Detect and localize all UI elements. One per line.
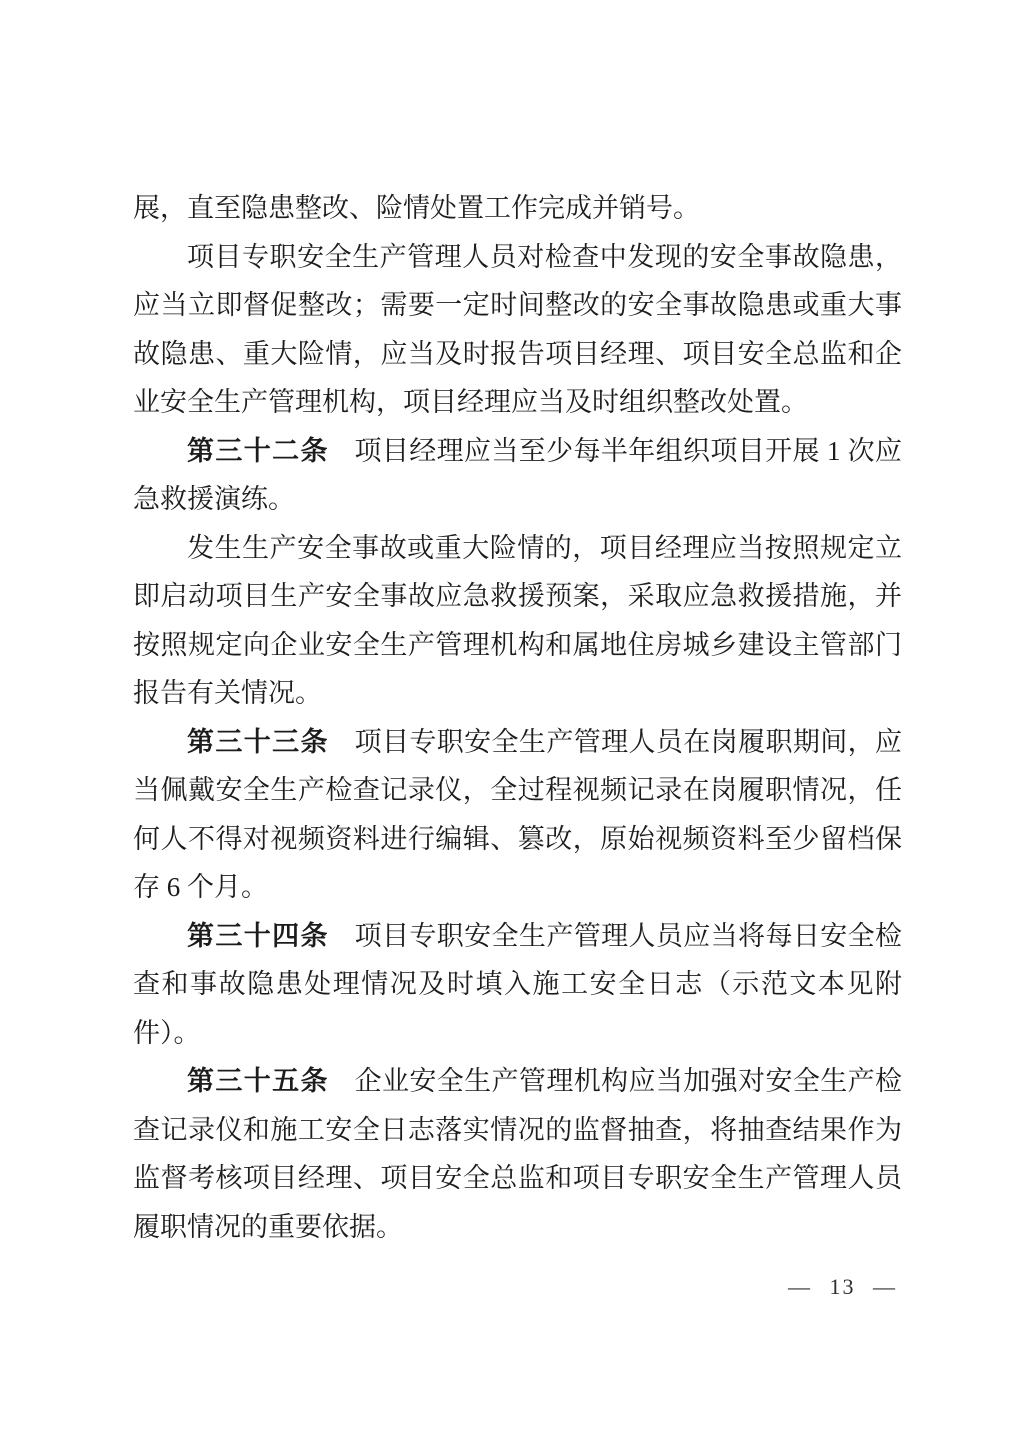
paragraph-article-32 (133, 427, 902, 524)
paragraph-article-35 (133, 1057, 902, 1251)
article-term: 第三十二条 (187, 435, 329, 466)
paragraph-text: 项目专职安全生产管理人员应当将每日安全检查和事故隐患处理情况及时填入施工安全日志（示范文本见附件）。 (133, 920, 903, 1048)
body-text (133, 184, 902, 1251)
article-term: 第三十三条 (187, 726, 329, 757)
paragraph-text: 项目经理应当至少每半年组织项目开展 1 次应急救援演练。 (133, 435, 903, 514)
page-number: — 13 — (788, 1274, 897, 1299)
paragraph (133, 184, 902, 233)
article-term: 第三十五条 (187, 1066, 329, 1096)
paragraph-text: 项目专职安全生产管理人员在岗履职期间，应当佩戴安全生产检查记录仪，全过程视频记录在岗履职情况，任何人不得对视频资料进行编辑、篡改，原始视频资料至少留档保存 6 个月。 (133, 726, 903, 902)
paragraph-text: 项目专职安全生产管理人员对检查中发现的安全事故隐患，应当立即督促整改；需要一定时间整改的安全事故隐患或重大事故隐患、重大险情，应当及时报告项目经理、项目安全总监和企业安全生产管理机构，项目经理应当及时组织整改处置。 (133, 241, 902, 417)
paragraph-text: 发生生产安全事故或重大险情的，项目经理应当按照规定立即启动项目生产安全事故应急救援预案，采取应急救援措施，并按照规定向企业安全生产管理机构和属地住房城乡建设主管部门报告有关情况。 (133, 532, 902, 708)
paragraph-article-34 (133, 912, 902, 1058)
paragraph-text: 企业安全生产管理机构应当加强对安全生产检查记录仪和施工安全日志落实情况的监督抽查，将抽查结果作为监督考核项目经理、项目安全总监和项目专职安全生产管理人员履职情况的重要依据。 (133, 1066, 903, 1242)
paragraph (133, 524, 902, 718)
paragraph-text: 展，直至隐患整改、险情处置工作完成并销号。 (133, 193, 700, 223)
paragraph (133, 233, 902, 427)
paragraph-article-33 (133, 718, 902, 912)
article-term: 第三十四条 (187, 920, 329, 951)
